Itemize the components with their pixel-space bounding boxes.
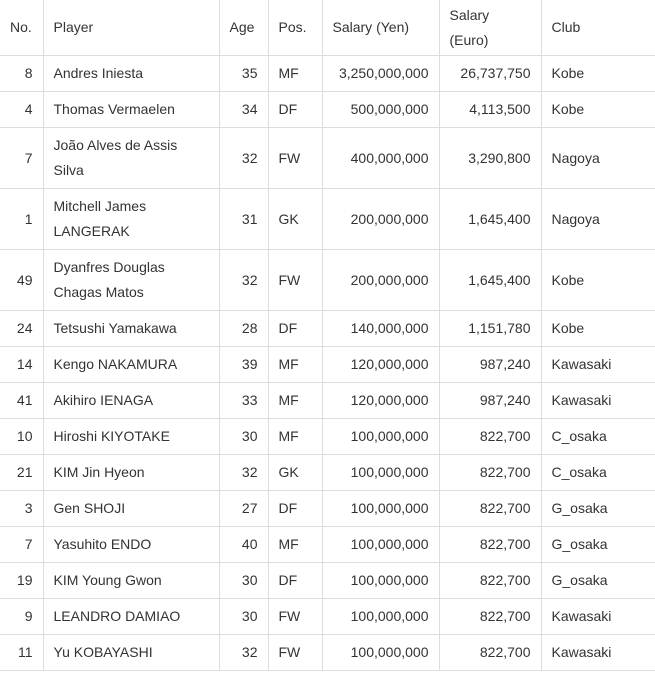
cell-salary-yen: 200,000,000 [322, 189, 439, 250]
cell-salary-euro: 822,700 [439, 563, 541, 599]
cell-no: 4 [0, 92, 43, 128]
cell-pos: GK [268, 189, 322, 250]
cell-salary-euro: 822,700 [439, 491, 541, 527]
header-salary-yen: Salary (Yen) [322, 0, 439, 56]
cell-club: Kawasaki [541, 347, 655, 383]
table-row [0, 56, 655, 92]
cell-salary-yen: 100,000,000 [322, 455, 439, 491]
cell-age: 31 [219, 189, 268, 250]
cell-pos: FW [268, 635, 322, 671]
cell-age: 27 [219, 491, 268, 527]
cell-club: G_osaka [541, 491, 655, 527]
cell-pos: DF [268, 563, 322, 599]
player-name-line1: Yu KOBAYASHI [53, 644, 153, 660]
table-row [0, 563, 655, 599]
cell-club: Kawasaki [541, 599, 655, 635]
cell-club: Kobe [541, 56, 655, 92]
player-name-line1: João Alves de Assis [53, 137, 178, 153]
header-no: No. [0, 0, 43, 56]
cell-player [43, 419, 219, 455]
cell-age: 35 [219, 56, 268, 92]
cell-pos: MF [268, 419, 322, 455]
cell-age: 32 [219, 455, 268, 491]
cell-club: G_osaka [541, 563, 655, 599]
cell-salary-yen: 500,000,000 [322, 92, 439, 128]
cell-pos: FW [268, 128, 322, 189]
cell-salary-euro: 987,240 [439, 383, 541, 419]
cell-no: 1 [0, 189, 43, 250]
cell-age: 32 [219, 250, 268, 311]
table-row [0, 189, 655, 250]
cell-club: Nagoya [541, 128, 655, 189]
player-name-line1: Mitchell James [53, 198, 147, 214]
player-name-line1: KIM Young Gwon [53, 572, 162, 588]
table-row [0, 92, 655, 128]
table-row [0, 347, 655, 383]
table-row [0, 491, 655, 527]
player-name-line1: Tetsushi Yamakawa [53, 320, 177, 336]
cell-salary-euro: 822,700 [439, 455, 541, 491]
table-row [0, 419, 655, 455]
cell-no: 41 [0, 383, 43, 419]
table-row [0, 527, 655, 563]
player-name-line1: KIM Jin Hyeon [53, 464, 145, 480]
cell-pos: MF [268, 56, 322, 92]
header-player: Player [43, 0, 219, 56]
table-header [0, 0, 655, 56]
header-pos: Pos. [268, 0, 322, 56]
cell-player [43, 128, 219, 189]
cell-club: G_osaka [541, 527, 655, 563]
cell-salary-euro: 822,700 [439, 419, 541, 455]
cell-club: Kobe [541, 311, 655, 347]
cell-salary-yen: 120,000,000 [322, 383, 439, 419]
cell-club: C_osaka [541, 419, 655, 455]
header-age: Age [219, 0, 268, 56]
cell-age: 32 [219, 128, 268, 189]
cell-no: 24 [0, 311, 43, 347]
cell-player [43, 383, 219, 419]
cell-club: Kawasaki [541, 383, 655, 419]
cell-club: C_osaka [541, 455, 655, 491]
cell-age: 39 [219, 347, 268, 383]
cell-pos: DF [268, 92, 322, 128]
cell-salary-euro: 1,151,780 [439, 311, 541, 347]
table-row [0, 635, 655, 671]
table-body [0, 56, 655, 671]
cell-salary-yen: 140,000,000 [322, 311, 439, 347]
player-name-line1: Yasuhito ENDO [53, 536, 152, 552]
cell-no: 11 [0, 635, 43, 671]
cell-no: 19 [0, 563, 43, 599]
player-name-line1: LEANDRO DAMIAO [53, 608, 181, 624]
cell-player [43, 563, 219, 599]
player-name-line1: Thomas Vermaelen [53, 101, 175, 117]
cell-player [43, 491, 219, 527]
cell-salary-euro: 822,700 [439, 527, 541, 563]
cell-no: 7 [0, 527, 43, 563]
cell-salary-euro: 1,645,400 [439, 250, 541, 311]
cell-no: 21 [0, 455, 43, 491]
cell-age: 40 [219, 527, 268, 563]
table-row [0, 250, 655, 311]
cell-player [43, 347, 219, 383]
cell-age: 30 [219, 419, 268, 455]
cell-salary-yen: 120,000,000 [322, 347, 439, 383]
cell-age: 30 [219, 563, 268, 599]
cell-salary-yen: 100,000,000 [322, 527, 439, 563]
cell-pos: DF [268, 491, 322, 527]
cell-player [43, 92, 219, 128]
table-row [0, 455, 655, 491]
table-row [0, 128, 655, 189]
table-row [0, 383, 655, 419]
cell-player [43, 250, 219, 311]
cell-salary-yen: 100,000,000 [322, 563, 439, 599]
player-name-line1: Kengo NAKAMURA [53, 356, 178, 372]
header-row [0, 0, 655, 56]
cell-club: Kawasaki [541, 635, 655, 671]
cell-pos: DF [268, 311, 322, 347]
player-name-line1: Akihiro IENAGA [53, 392, 154, 408]
cell-salary-euro: 4,113,500 [439, 92, 541, 128]
cell-no: 14 [0, 347, 43, 383]
cell-salary-euro: 1,645,400 [439, 189, 541, 250]
cell-salary-yen: 100,000,000 [322, 491, 439, 527]
cell-salary-yen: 3,250,000,000 [322, 56, 439, 92]
cell-age: 32 [219, 635, 268, 671]
player-name-line2: Chagas Matos [53, 284, 144, 300]
header-salary-euro-line1: Salary [449, 6, 490, 23]
cell-salary-euro: 822,700 [439, 599, 541, 635]
cell-player [43, 56, 219, 92]
cell-age: 30 [219, 599, 268, 635]
cell-pos: MF [268, 383, 322, 419]
header-salary-euro [439, 0, 541, 56]
cell-salary-yen: 200,000,000 [322, 250, 439, 311]
cell-player [43, 311, 219, 347]
cell-salary-yen: 400,000,000 [322, 128, 439, 189]
cell-age: 34 [219, 92, 268, 128]
cell-no: 7 [0, 128, 43, 189]
cell-player [43, 527, 219, 563]
player-name-line2: Silva [53, 162, 84, 178]
header-club: Club [541, 0, 655, 56]
cell-age: 33 [219, 383, 268, 419]
cell-pos: GK [268, 455, 322, 491]
cell-salary-euro: 26,737,750 [439, 56, 541, 92]
cell-no: 9 [0, 599, 43, 635]
cell-age: 28 [219, 311, 268, 347]
player-name-line1: Hiroshi KIYOTAKE [53, 428, 170, 444]
cell-club: Kobe [541, 92, 655, 128]
cell-pos: MF [268, 527, 322, 563]
cell-salary-euro: 3,290,800 [439, 128, 541, 189]
cell-no: 10 [0, 419, 43, 455]
table-row [0, 311, 655, 347]
cell-pos: FW [268, 599, 322, 635]
cell-player [43, 189, 219, 250]
cell-player [43, 599, 219, 635]
cell-no: 49 [0, 250, 43, 311]
cell-player [43, 455, 219, 491]
player-name-line1: Dyanfres Douglas [53, 259, 165, 275]
cell-player [43, 635, 219, 671]
cell-salary-yen: 100,000,000 [322, 635, 439, 671]
cell-salary-euro: 987,240 [439, 347, 541, 383]
cell-pos: FW [268, 250, 322, 311]
player-name-line2: LANGERAK [53, 223, 130, 239]
cell-club: Nagoya [541, 189, 655, 250]
cell-salary-euro: 822,700 [439, 635, 541, 671]
cell-club: Kobe [541, 250, 655, 311]
cell-no: 8 [0, 56, 43, 92]
player-name-line1: Andres Iniesta [53, 65, 143, 81]
cell-salary-yen: 100,000,000 [322, 599, 439, 635]
cell-no: 3 [0, 491, 43, 527]
player-name-line1: Gen SHOJI [53, 500, 126, 516]
table-row [0, 599, 655, 635]
header-salary-euro-line2: (Euro) [449, 31, 489, 48]
cell-pos: MF [268, 347, 322, 383]
cell-salary-yen: 100,000,000 [322, 419, 439, 455]
